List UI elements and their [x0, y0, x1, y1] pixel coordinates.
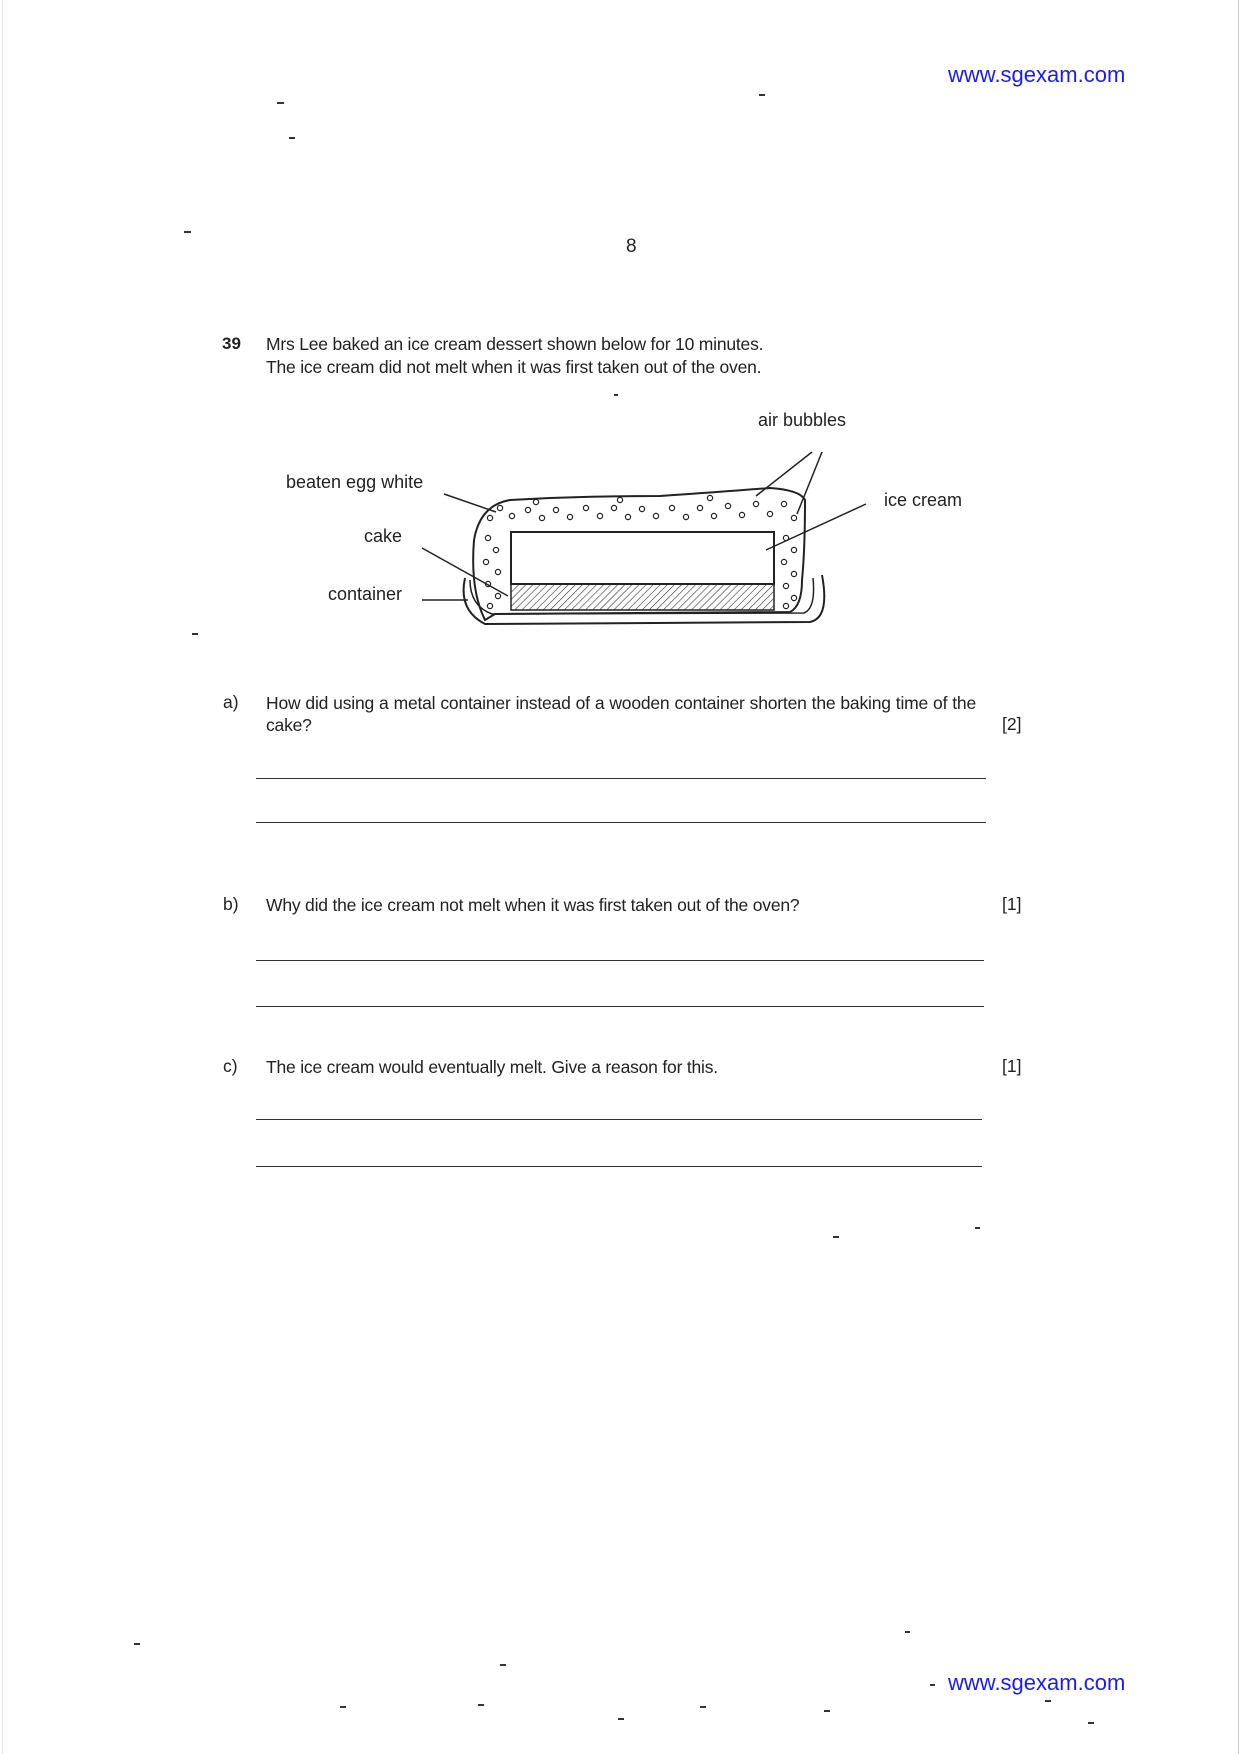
part-c-letter: c)	[223, 1056, 238, 1076]
part-a-letter: a)	[223, 692, 239, 712]
part-b-answer-line-1[interactable]	[256, 960, 984, 961]
scan-speck	[192, 633, 198, 635]
page-number: 8	[626, 236, 637, 257]
label-air-bubbles: air bubbles	[758, 410, 847, 430]
label-cake: cake	[364, 526, 403, 546]
header-website-link[interactable]: www.sgexam.com	[948, 62, 1126, 87]
label-beaten-egg-white: beaten egg white	[286, 472, 424, 492]
part-b-question: Why did the ice cream not melt when it was first taken out of the oven?	[266, 895, 800, 915]
part-c-marks: [1]	[1002, 1056, 1022, 1076]
cake-layer	[511, 584, 774, 610]
ice-cream-dessert-diagram	[286, 400, 1020, 640]
question-stem-line-1: Mrs Lee baked an ice cream dessert shown below for 10 minutes.	[266, 334, 764, 354]
label-container: container	[328, 584, 403, 604]
scan-speck	[1045, 1700, 1051, 1702]
scan-speck	[930, 1684, 935, 1686]
part-b-marks: [1]	[1002, 894, 1022, 914]
ice-cream-block	[511, 532, 774, 584]
scan-speck	[478, 1704, 484, 1706]
scan-speck	[975, 1227, 980, 1229]
scan-speck	[289, 137, 295, 139]
part-c-answer-line-1[interactable]	[256, 1119, 982, 1120]
scan-speck	[700, 1706, 706, 1708]
scan-speck	[184, 231, 191, 233]
scan-speck	[824, 1710, 830, 1712]
part-b-answer-line-2[interactable]	[256, 1006, 984, 1007]
scan-speck	[1088, 1722, 1094, 1724]
scan-speck	[500, 1664, 506, 1666]
part-a-answer-line-1[interactable]	[256, 778, 986, 779]
label-ice-cream: ice cream	[884, 490, 963, 510]
question-number: 39	[222, 334, 241, 353]
scan-speck	[759, 94, 765, 96]
part-a-question: How did using a metal container instead of a wooden container shorten the baking time of the cake?	[266, 693, 976, 735]
part-b-letter: b)	[223, 894, 239, 914]
part-a-marks: [2]	[1002, 714, 1022, 734]
page-left-edge	[2, 0, 3, 1754]
scan-speck	[134, 1643, 140, 1645]
part-a-answer-line-2[interactable]	[256, 822, 986, 823]
scan-speck	[614, 394, 618, 396]
scan-speck	[905, 1631, 910, 1633]
question-stem-line-2: The ice cream did not melt when it was first taken out of the oven.	[266, 357, 762, 377]
scan-speck	[277, 102, 284, 104]
part-c-question: The ice cream would eventually melt. Give a reason for this.	[266, 1057, 718, 1077]
part-c-answer-line-2[interactable]	[256, 1166, 982, 1167]
scan-speck	[618, 1718, 624, 1720]
scan-speck	[340, 1706, 346, 1708]
scan-speck	[833, 1236, 839, 1238]
footer-website-link[interactable]: www.sgexam.com	[948, 1670, 1126, 1695]
